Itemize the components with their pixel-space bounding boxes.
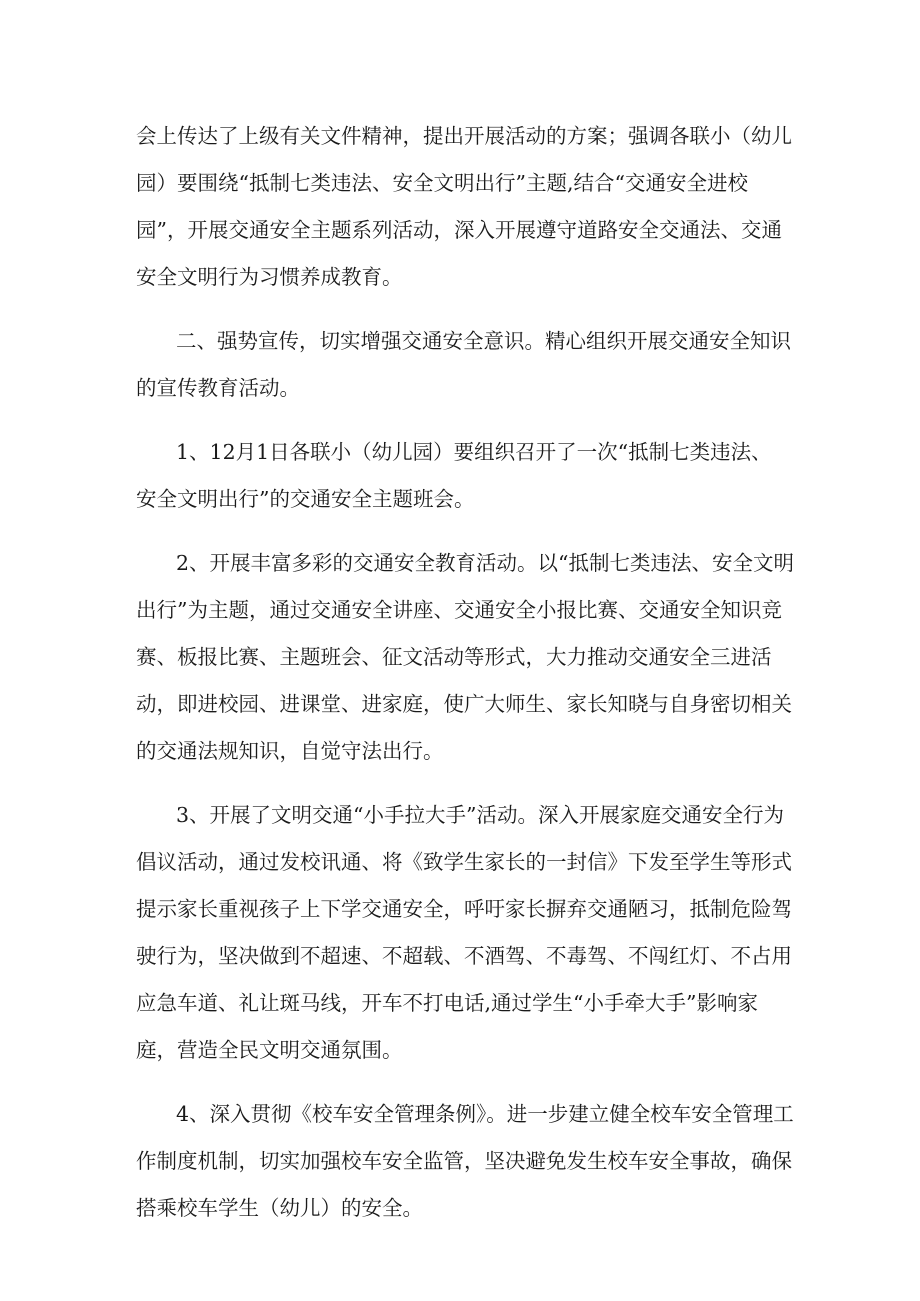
text-line: 1、12月1日各联小（幼儿园）要组织召开了一次“抵制七类违法、 [176,440,772,464]
text-line: 4、深入贯彻《校车安全管理条例》。进一步建立健全校车安全管理工 [176,1102,794,1126]
paragraph-item-1 [136,429,796,523]
text-line: 二、强势宣传，切实增强交通安全意识。精心组织开展交通安全知识 [176,329,791,353]
text-line: 驶行为，坚决做到不超速、不超载、不酒驾、不毒驾、不闯红灯、不占用 [136,944,792,968]
text-line: 的交通法规知识，自觉守法出行。 [136,739,444,763]
text-line: 庭，营造全民文明交通氛围。 [136,1038,403,1062]
text-line: 3、开展了文明交通“小手拉大手”活动。深入开展家庭交通安全行为 [176,803,785,827]
paragraph-item-2 [136,540,796,775]
text-line: 会上传达了上级有关文件精神，提出开展活动的方案；强调各联小（幼儿 [136,124,792,148]
paragraph-gap [136,301,796,318]
text-line: 出行”为主题，通过交通安全讲座、交通安全小报比赛、交通安全知识竞 [136,598,782,622]
paragraph-gap [136,523,796,540]
paragraph-gap [136,1074,796,1091]
text-line: 应急车道、礼让斑马线，开车不打电话,通过学生“小手牵大手”影响家 [136,991,758,1015]
paragraph-item-3 [136,792,796,1074]
paragraph-gap [136,775,796,792]
text-line: 倡议活动，通过发校讯通、将《致学生家长的一封信》下发至学生等形式 [136,850,792,874]
text-line: 动，即进校园、进课堂、进家庭，使广大师生、家长知晓与自身密切相关 [136,692,792,716]
text-line: 的宣传教育活动。 [136,376,300,400]
document-body [136,113,796,1232]
paragraph-intro [136,113,796,301]
text-line: 提示家长重视孩子上下学交通安全，呼吁家长摒弃交通陋习，抵制危险驾 [136,897,792,921]
text-line: 安全文明出行”的交通安全主题班会。 [136,487,475,511]
paragraph-item-4 [136,1091,796,1232]
text-line: 搭乘校车学生（幼儿）的安全。 [136,1196,423,1220]
text-line: 作制度机制，切实加强校车安全监管，坚决避免发生校车安全事故，确保 [136,1149,792,1173]
text-line: 园”，开展交通安全主题系列活动，深入开展遵守道路安全交通法、交通 [136,218,782,242]
text-line: 赛、板报比赛、主题班会、征文活动等形式，大力推动交通安全三进活 [136,645,772,669]
text-line: 园）要围绕“抵制七类违法、安全文明出行”主题,结合“交通安全进校 [136,171,748,195]
text-line: 安全文明行为习惯养成教育。 [136,265,403,289]
paragraph-section-2 [136,318,796,412]
paragraph-gap [136,412,796,429]
text-line: 2、开展丰富多彩的交通安全教育活动。以“抵制七类违法、安全文明 [176,551,795,575]
